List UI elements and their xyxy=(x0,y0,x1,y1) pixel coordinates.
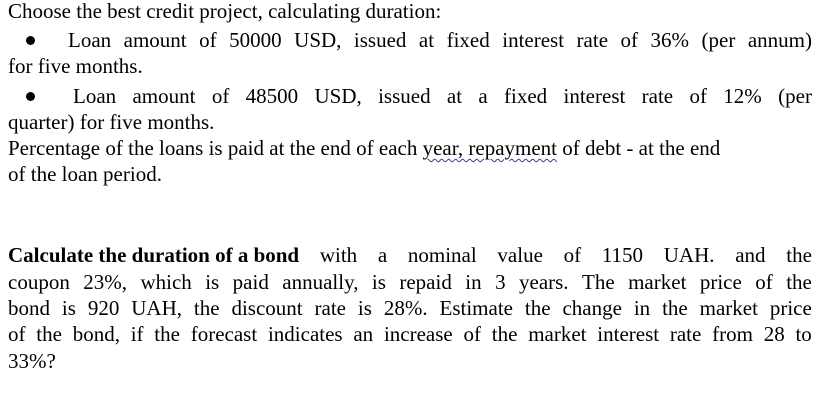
word: UAH, xyxy=(131,296,182,320)
word: 23%, xyxy=(83,270,128,294)
word: the xyxy=(662,296,688,320)
word: the xyxy=(524,296,551,320)
word: (per xyxy=(778,84,812,108)
word: in xyxy=(633,296,651,320)
word: with xyxy=(319,243,358,267)
word: change xyxy=(562,296,622,320)
word: Loan xyxy=(68,28,112,52)
word: rate xyxy=(314,296,347,320)
word: fixed xyxy=(446,28,490,52)
word: of xyxy=(755,270,773,294)
word: 48500 xyxy=(245,84,299,108)
word: paid xyxy=(232,270,269,294)
word: the xyxy=(193,296,220,320)
bold-lead-text: Calculate the duration of a bond xyxy=(8,243,300,267)
word: from xyxy=(712,322,753,346)
word: nominal xyxy=(407,243,477,267)
word: to xyxy=(795,322,812,346)
word: of xyxy=(8,322,26,346)
word: issued xyxy=(353,28,407,52)
word: rate xyxy=(641,84,674,108)
word: interest xyxy=(563,84,626,108)
note-line-2: of the loan period. xyxy=(8,162,162,186)
word: coupon xyxy=(8,270,70,294)
word: bond, xyxy=(72,322,120,346)
word: 36% xyxy=(650,28,690,52)
word: amount xyxy=(132,84,196,108)
word: of xyxy=(211,84,230,108)
word: annum) xyxy=(747,28,812,52)
word: is xyxy=(61,296,76,320)
word: years. xyxy=(519,270,569,294)
word: in xyxy=(465,270,482,294)
word: 12% xyxy=(723,84,762,108)
word: UAH. xyxy=(663,243,715,267)
word: market xyxy=(699,296,758,320)
word: The xyxy=(582,270,615,294)
word: of xyxy=(463,322,482,346)
word: of xyxy=(563,243,582,267)
word: 1150 xyxy=(601,243,644,267)
word: 28 xyxy=(763,322,785,346)
word: is xyxy=(371,270,386,294)
word: which xyxy=(140,270,192,294)
word: price xyxy=(699,270,742,294)
word: a xyxy=(377,243,388,267)
word: rate xyxy=(576,28,609,52)
word: 50000 xyxy=(229,28,282,52)
word: is xyxy=(205,270,220,294)
problem-2-line-4 xyxy=(8,321,812,347)
problem-2-line-5: 33%? xyxy=(8,349,56,373)
word: USD, xyxy=(294,28,342,52)
bullet-dot xyxy=(26,92,35,101)
intro-text: Choose the best credit project, calculating duration: xyxy=(8,0,442,23)
word: the xyxy=(786,243,812,267)
word: market xyxy=(628,270,687,294)
word: value xyxy=(497,243,543,267)
note-text-before: Percentage of the loans is paid at the end of each xyxy=(8,136,423,160)
word: forecast xyxy=(190,322,258,346)
bullet-1-line-2: for five months. xyxy=(8,54,143,78)
word: market xyxy=(528,322,587,346)
word: issued xyxy=(378,84,431,108)
word: and xyxy=(735,243,766,267)
word: interest xyxy=(502,28,565,52)
bullet-2-line-1 xyxy=(73,83,812,109)
problem-2-line-2 xyxy=(8,269,812,295)
word: fixed xyxy=(504,84,548,108)
word: interest xyxy=(597,322,660,346)
word: an xyxy=(353,322,374,346)
word: bond xyxy=(8,296,50,320)
bullet-dot xyxy=(26,36,35,45)
word: Loan xyxy=(73,84,117,108)
word: amount xyxy=(123,28,187,52)
word: annually, xyxy=(282,270,359,294)
bullet-1-line-1 xyxy=(68,27,812,53)
word: rate xyxy=(669,322,702,346)
problem-2-line-3 xyxy=(8,295,812,321)
word: of xyxy=(689,84,707,108)
word: repaid xyxy=(399,270,452,294)
word: price xyxy=(769,296,812,320)
word: (per xyxy=(701,28,736,52)
word: the xyxy=(786,270,812,294)
word: 3 xyxy=(495,270,506,294)
note-text-after: of debt - at the end xyxy=(557,136,721,160)
word: discount xyxy=(231,296,303,320)
problem-2-line-1 xyxy=(8,242,812,268)
word: Estimate xyxy=(439,296,513,320)
spellcheck-underlined-text: year, repayment xyxy=(422,136,558,160)
word: is xyxy=(357,296,372,320)
word: if xyxy=(130,322,144,346)
word: 920 xyxy=(87,296,120,320)
word: the xyxy=(154,322,180,346)
word: USD, xyxy=(314,84,362,108)
word: of xyxy=(620,28,639,52)
word: at xyxy=(418,28,435,52)
word: of xyxy=(199,28,217,52)
word: a xyxy=(478,84,488,108)
bullet-2-line-2: quarter) for five months. xyxy=(8,110,215,134)
word: the xyxy=(491,322,518,346)
word: 28%. xyxy=(383,296,428,320)
word: at xyxy=(446,84,463,108)
word: the xyxy=(36,322,62,346)
note-line-1 xyxy=(8,135,720,161)
word: increase xyxy=(383,322,453,346)
word: indicates xyxy=(267,322,343,346)
